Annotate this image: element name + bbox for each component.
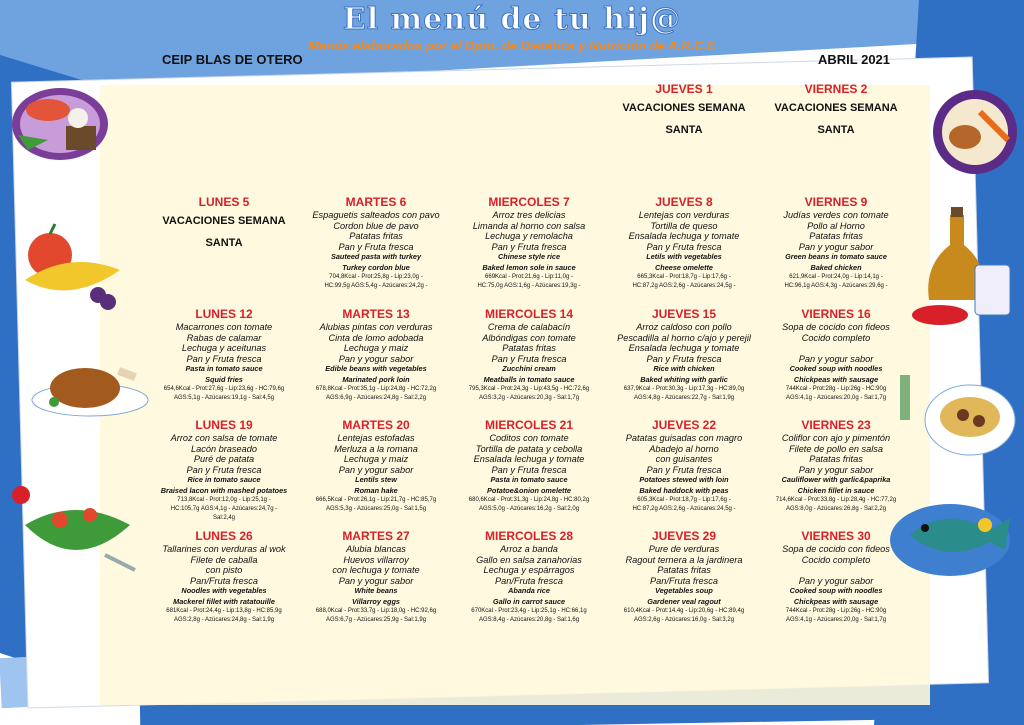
nutrition-info: Sal:2,4g — [212, 515, 236, 522]
dish-english: Edible beans with vegetables — [325, 364, 427, 374]
day-header: LUNES 19 — [195, 418, 253, 432]
nutrition-info: 610,4Kcal - Prot:14,4g - Lip:20,6g - HC:89,4g — [623, 608, 745, 615]
dish: Rabas de calamar — [186, 332, 262, 343]
dish-english: Pasta in tomato sauce — [490, 475, 568, 485]
dish-english: Squid fries — [205, 374, 243, 384]
dish: Pan y Fruta fresca — [491, 241, 567, 252]
dish: Pan y Fruta fresca — [491, 464, 567, 475]
dish: Pan y yogur sabor — [338, 575, 414, 586]
nutrition-info: HC:87,2g AGS:2,6g - Azúcares:24,5g - — [632, 506, 736, 513]
dish: Pan/Fruta fresca — [190, 575, 258, 586]
dish-english: Pasta in tomato sauce — [185, 364, 263, 374]
nutrition-info: AGS:2,8g - Azúcares:24,8g - Sal:1,9g — [173, 617, 275, 624]
holiday-line: SANTA — [817, 124, 855, 136]
nutrition-info: 637,9Kcal - Prot:30,3g - Lip:17,3g - HC:89,0g — [623, 386, 745, 393]
dish: Pan y yogur sabor — [338, 353, 414, 364]
day-header: VIERNES 23 — [801, 418, 871, 432]
nutrition-info: 704,8Kcal - Prot:25,8g - Lip:23,0g - — [329, 274, 423, 281]
day-lunes-5 — [143, 195, 305, 254]
nutrition-info: 744Kcal - Prot:28g - Lip:26g - HC:90g — [785, 386, 887, 393]
dish: Crema de calabacín — [487, 322, 571, 332]
dish-english: Noodles with vegetables — [181, 586, 267, 596]
holiday-line: SANTA — [665, 124, 703, 136]
nutrition-info: 654,6Kcal - Prot:27,6g - Lip:23,6g - HC:79,6g — [163, 386, 285, 393]
menu-month: ABRIL 2021 — [818, 52, 891, 67]
dish: Judías verdes con tomate — [783, 210, 889, 220]
day-miercoles-14 — [448, 307, 610, 403]
dish-english: Green beans in tomato sauce — [785, 252, 887, 262]
nutrition-info: 795,3Kcal - Prot:24,3g - Lip:43,5g - HC:72,6g — [468, 386, 590, 393]
nutrition-info: HC:75,0g AGS:1,6g - Azúcares:19,3g - — [477, 283, 581, 290]
dish-english: Roman hake — [354, 485, 398, 495]
dish-english: Cooked soup with noodles — [789, 586, 883, 596]
dish: Lacón braseado — [191, 443, 257, 454]
day-header: LUNES 26 — [195, 529, 253, 543]
dish: Arroz con salsa de tomate — [170, 433, 278, 443]
nutrition-info: AGS:5,0g - Azúcares:16,2g - Sal:2,0g — [478, 506, 580, 513]
dish-english: Gallo in carrot sauce — [492, 596, 566, 606]
dish: Macarrones con tomate — [175, 322, 273, 332]
dish: Pan/Fruta fresca — [650, 575, 718, 586]
dish: Pan/Fruta fresca — [495, 575, 563, 586]
nutrition-info: 621,9Kcal - Prot:24,0g - Lip:14,1g - — [789, 274, 883, 281]
holiday-line: SANTA — [205, 237, 243, 249]
nutrition-info: AGS:4,1g - Azúcares:20,0g - Sal:1,7g — [785, 395, 887, 402]
dish-english: Marinated pork loin — [342, 374, 410, 384]
roast-chicken-icon — [30, 350, 150, 420]
dish: Albóndigas con tomate — [482, 332, 576, 343]
dish-english: Baked whiting with garlic — [640, 374, 728, 384]
dish: Sopa de cocido con fideos — [782, 544, 890, 554]
dish: Tortilla de patata y cebolla — [475, 443, 583, 454]
dish: Pan y yogur sabor — [338, 464, 414, 475]
day-header: MARTES 6 — [345, 195, 407, 209]
chicken-leg-plate-icon — [925, 82, 1020, 177]
dish-english: Cauliflower with garlic&paprika — [781, 475, 891, 485]
dish-english: Baked lemon sole in sauce — [482, 262, 576, 272]
dish: Pan y Fruta fresca — [186, 464, 262, 475]
dish: Sopa de cocido con fideos — [782, 322, 890, 332]
dish-english: Baked haddock with peas — [639, 485, 729, 495]
nutrition-info: 744Kcal - Prot:28g - Lip:26g - HC:90g — [785, 608, 887, 615]
holiday-line: VACACIONES SEMANA — [622, 102, 746, 114]
dish-english: Letils with vegetables — [646, 252, 722, 262]
nutrition-info: HC:105,7g AGS:4,1g - Azúcares:24,7g - — [170, 506, 278, 513]
nutrition-info: 665,3Kcal - Prot:18,7g - Lip:17,6g - — [637, 274, 731, 281]
dish — [755, 565, 917, 576]
nutrition-info: AGS:2,6g - Azúcares:16,0g - Sal:3,2g — [633, 617, 735, 624]
dish: Lechuga y remolacha — [485, 231, 573, 242]
nutrition-info: 714,6Kcal - Prot:33,8g - Lip:28,4g - HC:77,2g — [775, 497, 897, 504]
day-header: JUEVES 15 — [651, 307, 717, 321]
day-header: MIERCOLES 21 — [484, 418, 574, 432]
dish: Lechuga y maiz — [343, 454, 409, 465]
dish: Patatas fritas — [349, 231, 403, 242]
holiday-line: VACACIONES SEMANA — [162, 215, 286, 227]
dish: Patatas fritas — [809, 454, 863, 465]
dish: Pan y yogur sabor — [798, 575, 874, 586]
holiday-line: VACACIONES SEMANA — [774, 102, 898, 114]
day-jueves-29 — [603, 529, 765, 625]
day-header: VIERNES 16 — [801, 307, 871, 321]
day-martes-27 — [295, 529, 457, 625]
day-header: JUEVES 8 — [655, 195, 713, 209]
dish: Merluza a la romana — [334, 443, 418, 454]
dish-english: Potatoe&onion omelette — [487, 485, 571, 495]
dish: Cinta de lomo adobada — [328, 332, 424, 343]
nutrition-info: 678,8Kcal - Prot:35,1g - Lip:24,8g - HC:72,2g — [315, 386, 437, 393]
dish: Puré de patata — [193, 454, 255, 465]
day-jueves-15 — [603, 307, 765, 403]
dish-english: White beans — [354, 586, 398, 596]
day-header: MARTES 20 — [342, 418, 410, 432]
nutrition-info: AGS:5,1g - Azúcares:19,1g - Sal:4,5g — [173, 395, 275, 402]
nutrition-info: 680,6Kcal - Prot:31,3g - Lip:24,8g - HC:80,2g — [468, 497, 590, 504]
dish-english: Meatballs in tomato sauce — [483, 374, 575, 384]
day-jueves-8 — [603, 195, 765, 291]
nutrition-info: AGS:6,9g - Azúcares:24,8g - Sal:2,2g — [325, 395, 427, 402]
day-header: MIERCOLES 7 — [488, 195, 570, 209]
dish: Arroz a banda — [500, 544, 558, 554]
dish: Pan y Fruta fresca — [646, 353, 722, 364]
day-martes-13 — [295, 307, 457, 403]
dish: con pisto — [205, 565, 243, 576]
day-miercoles-21 — [448, 418, 610, 514]
day-martes-6 — [295, 195, 457, 291]
day-viernes-30 — [755, 529, 917, 625]
day-header: LUNES 12 — [195, 307, 253, 321]
dish: Coditos con tomate — [489, 433, 569, 443]
dish: Filete de pollo en salsa — [789, 443, 883, 454]
nutrition-info: 605,3Kcal - Prot:18,7g - Lip:17,6g - — [637, 497, 731, 504]
day-header: MARTES 27 — [342, 529, 410, 543]
nutrition-info: AGS:6,7g - Azúcares:25,9g - Sal:1,9g — [325, 617, 427, 624]
dish: Arroz tres delicias — [492, 210, 566, 220]
dish-english: Potatoes stewed with loin — [639, 475, 729, 485]
nutrition-info: AGS:5,3g - Azúcares:25,0g - Sal:1,5g — [325, 506, 427, 513]
dish: Gallo en salsa zanahorias — [476, 554, 582, 565]
nutrition-info: AGS:8,0g - Azúcares:26,8g - Sal:2,2g — [785, 506, 887, 513]
oil-bottle-icon — [905, 205, 1020, 330]
dish: Arroz caldoso con pollo — [636, 322, 732, 332]
fruit-icon — [10, 210, 125, 310]
nutrition-info: HC:99,5g AGS:5,4g - Azúcares:24,2g - — [324, 283, 428, 290]
day-header: JUEVES 1 — [655, 82, 713, 96]
dish: Patatas fritas — [657, 565, 711, 576]
dish: Pan y Fruta fresca — [646, 241, 722, 252]
dish: Pure de verduras — [648, 544, 720, 554]
dish: Tortilla de queso — [650, 220, 718, 231]
nutrition-info: 669Kcal - Prot:21,6g - Lip:11,0g - — [485, 274, 573, 281]
dish-english: Baked chicken — [810, 262, 862, 272]
dish-english: Cooked soup with noodles — [789, 364, 883, 374]
day-viernes-16 — [755, 307, 917, 403]
dish-english: Chickpeas with sausage — [793, 374, 879, 384]
school-name: CEIP BLAS DE OTERO — [162, 52, 303, 67]
dish: Pan y Fruta fresca — [338, 241, 414, 252]
salad-icon — [5, 475, 140, 580]
dish: Alubias pintas con verduras — [319, 322, 433, 332]
day-viernes-9 — [755, 195, 917, 291]
nutrition-info: AGS:4,1g - Azúcares:20,0g - Sal:1,7g — [785, 617, 887, 624]
nutrition-info: 688,0Kcal - Prot:33,7g - Lip:18,0g - HC:92,6g — [315, 608, 437, 615]
dish: Lechuga y espárragos — [483, 565, 575, 576]
fish-plate-icon — [8, 80, 113, 165]
dish: Cocido completo — [801, 332, 871, 343]
dish: Pollo al Horno — [807, 220, 865, 231]
nutrition-info: 666,5Kcal - Prot:26,1g - Lip:21,7g - HC:85,7g — [315, 497, 437, 504]
day-header: JUEVES 29 — [651, 529, 717, 543]
dish: con guisantes — [655, 454, 713, 465]
day-miercoles-7 — [448, 195, 610, 291]
dish-english: Abanda rice — [508, 586, 550, 596]
day-header: VIERNES 30 — [801, 529, 871, 543]
dish-english: Gardener veal ragout — [647, 596, 721, 606]
dish: Cocido completo — [801, 554, 871, 565]
day-lunes-12 — [143, 307, 305, 403]
dish-english: Zucchini cream — [502, 364, 556, 374]
dish: Patatas fritas — [502, 343, 556, 354]
dish-english: Rice with chicken — [653, 364, 715, 374]
dish-english: Vegetables soup — [655, 586, 713, 596]
dish: Ensalada lechuga y tomate — [473, 454, 585, 465]
dish-english: Turkey cordon blue — [342, 262, 410, 272]
page-subtitle: Menús elaborados por el Dpto. de Dietética y Nutrición de A.R.C.E — [308, 38, 716, 53]
dish-english: Braised lacon with mashed potatoes — [160, 485, 288, 495]
dish: Pan y Fruta fresca — [186, 353, 262, 364]
dish: Coliflor con ajo y pimentón — [781, 433, 891, 443]
day-header: MIERCOLES 14 — [484, 307, 574, 321]
dish: Lentejas con verduras — [638, 210, 730, 220]
dish: Pan y yogur sabor — [798, 464, 874, 475]
dish: Pan y Fruta fresca — [646, 464, 722, 475]
dish-english: Chickpeas with sausage — [793, 596, 879, 606]
dish-english: Villarroy eggs — [352, 596, 400, 606]
day-header: MARTES 13 — [342, 307, 410, 321]
page-title: El menú de tu hij@ — [342, 2, 682, 37]
dish: Lechuga y aceitunas — [181, 343, 267, 354]
day-header: MIERCOLES 28 — [484, 529, 574, 543]
day-header: VIERNES 9 — [804, 195, 868, 209]
dish: Patatas guisadas con magro — [625, 433, 743, 443]
day-header: LUNES 5 — [198, 195, 250, 209]
day-martes-20 — [295, 418, 457, 514]
dish: Lentejas estofadas — [337, 433, 415, 443]
dish: Limanda al horno con salsa — [472, 220, 586, 231]
nutrition-info: HC:96,1g AGS:4,3g - Azúcares:29,6g - — [784, 283, 888, 290]
day-lunes-26 — [143, 529, 305, 625]
dish-english: Chicken fillet in sauce — [797, 485, 875, 495]
nutrition-info: AGS:4,8g - Azúcares:22,7g - Sal:1,9g — [633, 395, 735, 402]
dish: Lechuga y maiz — [343, 343, 409, 354]
nutrition-info: AGS:8,4g - Azúcares:20,8g - Sal:1,6g — [478, 617, 580, 624]
nutrition-info: 713,8Kcal - Prot:12,0g - Lip:25,1g - — [177, 497, 271, 504]
day-header: JUEVES 22 — [651, 418, 717, 432]
dish — [755, 343, 917, 354]
dish: con lechuga y tomate — [332, 565, 420, 576]
nutrition-info: 670Kcal - Prot:23,4g - Lip:25,1g - HC:66,1g — [471, 608, 587, 615]
dish-english: Sauteed pasta with turkey — [330, 252, 422, 262]
dish: Ragout ternera a la jardinera — [625, 554, 743, 565]
dish: Espaguetis salteados con pavo — [312, 210, 440, 220]
dish: Pan y yogur sabor — [798, 353, 874, 364]
day-miercoles-28 — [448, 529, 610, 625]
day-lunes-19 — [143, 418, 305, 523]
dish: Pan y Fruta fresca — [491, 353, 567, 364]
dish: Pescadilla al horno c/ajo y perejil — [617, 332, 751, 343]
dish-english: Cheese omelette — [655, 262, 713, 272]
nutrition-info: HC:87,2g AGS:2,6g - Azúcares:24,5g - — [632, 283, 736, 290]
day-header: VIERNES 2 — [804, 82, 868, 96]
dish: Huevos villarroy — [343, 554, 409, 565]
dish-english: Chinese style rice — [497, 252, 561, 262]
dish: Tallarines con verduras al wok — [162, 544, 286, 554]
dish: Pan y yogur sabor — [798, 241, 874, 252]
dish: Alubia blancas — [346, 544, 406, 554]
dish: Patatas fritas — [809, 231, 863, 242]
day-jueves-22 — [603, 418, 765, 514]
nutrition-info: 681Kcal - Prot:24,4g - Lip:13,8g - HC:85,9g — [166, 608, 282, 615]
dish-english: Lentils stew — [355, 475, 397, 485]
dish: Abadejo al horno — [649, 443, 719, 454]
dish: Ensalada lechuga y tomate — [628, 231, 740, 242]
dish: Ensalada lechuga y tomate — [628, 343, 740, 354]
dish: Filete de caballa — [190, 554, 258, 565]
day-jueves-1 — [603, 82, 765, 141]
day-viernes-23 — [755, 418, 917, 514]
dish: Cordon blue de pavo — [333, 220, 419, 231]
day-viernes-2 — [755, 82, 917, 141]
dish-english: Rice in tomato sauce — [187, 475, 261, 485]
dish-english: Mackerel fillet with ratatouille — [173, 596, 275, 606]
nutrition-info: AGS:3,2g - Azúcares:20,3g - Sal:1,7g — [478, 395, 580, 402]
